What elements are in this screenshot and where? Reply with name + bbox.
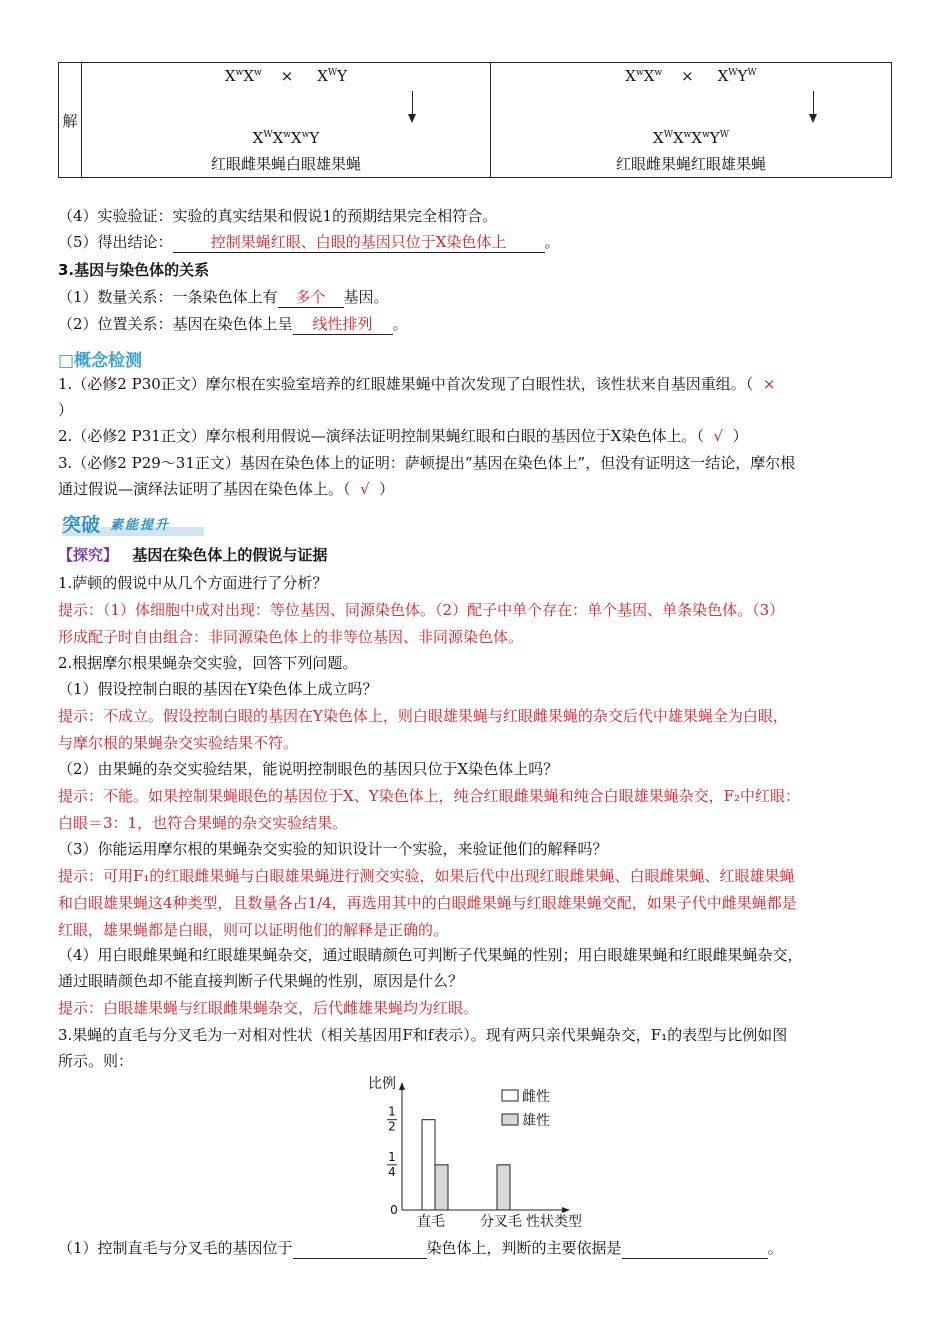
- y-tick-numerator: 1: [388, 1149, 396, 1164]
- y-axis-arrow: [399, 1082, 405, 1090]
- cross-arrow: [412, 91, 413, 121]
- q2-mark: √: [713, 427, 724, 445]
- section3-item2: （2）位置关系：基因在染色体上呈 线性排列 。: [58, 315, 408, 333]
- explore-a2-1: 提示：不成立。假设控制白眼的基因在Y染色体上，则白眼雄果蝇与红眼雌果蝇的杂交后代中雄果蝇全为白眼，: [58, 707, 788, 725]
- right-offspring: $X^WX^wX^wY^W$: [653, 129, 729, 147]
- y-axis-label: 比例: [368, 1076, 396, 1092]
- left-offspring: $X^WX^wX^wY$: [252, 129, 320, 147]
- explore-a1-line2: 形成配子时自由组合：非同源染色体上的非等位基因、非同源染色体。: [58, 628, 524, 646]
- y-tick-numerator: 1: [388, 1104, 396, 1119]
- explore-q2: 2.根据摩尔根果蝇杂交实验，回答下列问题。: [58, 654, 358, 672]
- concept-check-title: □概念检测: [58, 351, 143, 371]
- explore-q3: 3.果蝇的直毛与分叉毛为一对相对性状（相关基因用F和f表示）。现有两只亲代果蝇杂交，F₁的表型与比例如图: [58, 1026, 788, 1044]
- banner-sub: 素能提升: [110, 518, 171, 533]
- blank-basis[interactable]: [622, 1238, 768, 1259]
- step4: （4）实验验证：实验的真实结果和假说1的预期结果完全相符合。: [58, 207, 498, 225]
- step5-answer: 控制果蝇红眼、白眼的基因只位于X染色体上: [173, 232, 545, 253]
- explore-a2-3-line3: 红眼，雄果蝇都是白眼，则可以证明他们的解释是正确的。: [58, 921, 449, 939]
- legend-swatch: [502, 1090, 518, 1101]
- x-axis-arrow: [562, 1207, 570, 1213]
- explore-q2-2: （2）由果蝇的杂交实验结果，能说明控制眼色的基因只位于X染色体上吗？: [58, 760, 559, 778]
- bar-雄性: [497, 1165, 510, 1210]
- x-tick-label: 分叉毛: [480, 1214, 522, 1230]
- explore-a2-3: 提示：可用F₁的红眼雌果蝇与白眼雄果蝇进行测交实验，如果后代中出现红眼雌果蝇、白眼雌果蝇、红眼雄果蝇: [58, 867, 795, 885]
- explore-a2-2: 提示：不能。如果控制果蝇眼色的基因位于X、Y染色体上，纯合红眼雌果蝇和纯合白眼雄果蝇杂交，F₂中红眼：: [58, 787, 801, 805]
- check-q1-end: ）: [58, 401, 74, 419]
- left-parents: $X^wX^w$ × $X^WY$: [224, 67, 348, 85]
- section3-item1: （1）数量关系：一条染色体上有 多个 基因。: [58, 288, 389, 306]
- bar-雄性: [435, 1165, 448, 1210]
- explore-heading: 【探究】 基因在染色体上的假说与证据: [58, 546, 328, 564]
- explore-q2-4-line2: 通过眼睛颜色却不能直接判断子代果蝇的性别，原因是什么？: [58, 972, 464, 990]
- blank-chromosome[interactable]: [293, 1238, 427, 1259]
- explore-q2-4: （4）用白眼雌果蝇和红眼雄果蝇杂交，通过眼睛颜色可判断子代果蝇的性别；用白眼雄果蝇和红眼雌果蝇杂交，: [58, 946, 803, 964]
- x-tick-label: 直毛: [417, 1214, 445, 1230]
- banner-main: 突破: [62, 514, 101, 536]
- explore-q3-1: （1）控制直毛与分叉毛的基因位于 染色体上，判断的主要依据是 。: [58, 1239, 783, 1257]
- section3-title: 3.基因与染色体的关系: [58, 261, 210, 279]
- q3-mark: √: [360, 480, 370, 498]
- bar-雌性: [422, 1120, 435, 1210]
- answer-linear: 线性排列: [293, 314, 393, 335]
- y-tick-zero: 0: [390, 1203, 398, 1217]
- explore-q2-3: （3）你能运用摩尔根的果蝇杂交实验的知识设计一个实验，来验证他们的解释吗？: [58, 840, 608, 858]
- legend-swatch: [502, 1114, 518, 1125]
- explore-a2-3-line2: 和白眼雄果蝇这4种类型，且数量各占1/4，再选用其中的白眼雌果蝇与红眼雄果蝇交配，如果子代中雌果蝇都是: [58, 894, 797, 912]
- right-phenotype: 红眼雌果蝇红眼雄果蝇: [615, 155, 766, 173]
- explore-a2-2-line2: 白眼＝3：1，也符合果蝇的杂交实验结果。: [58, 814, 348, 832]
- explore-a2-1-line2: 与摩尔根的果蝇杂交实验结果不符。: [58, 734, 299, 752]
- answer-many: 多个: [278, 287, 344, 308]
- check-q3: 3.（必修2 P29～31正文）基因在染色体上的证明：萨顿提出“基因在染色体上”，但没有证明这一结论，摩尔根: [58, 454, 796, 472]
- y-tick-denominator: 4: [388, 1164, 396, 1179]
- breakthrough-banner: [62, 510, 204, 536]
- cross-arrow: [813, 91, 814, 121]
- check-q3-line2: 通过假说—演绎法证明了基因在染色体上。（ √ ）: [58, 480, 395, 498]
- explore-a2-4: 提示：白眼雄果蝇与红眼雌果蝇杂交，后代雌雄果蝇均为红眼。: [58, 999, 479, 1017]
- ratio-bar-chart: [360, 1072, 600, 1234]
- explore-q1: 1.萨顿的假说中从几个方面进行了分析？: [58, 574, 328, 592]
- cross-left: [82, 63, 490, 177]
- right-parents: $X^wX^w$ × $X^WY^W$: [625, 67, 757, 85]
- explore-q3-line2: 所示。则：: [58, 1052, 134, 1070]
- explore-a1: 提示：（1）体细胞中成对出现：等位基因、同源染色体。（2）配子中单个存在：单个基因、单条染色体。（3）: [58, 601, 785, 619]
- cross-table: [58, 62, 892, 178]
- cross-right: [491, 63, 891, 177]
- q1-mark: ×: [762, 375, 776, 393]
- explore-q2-1: （1）假设控制白眼的基因在Y染色体上成立吗？: [58, 680, 378, 698]
- check-q1: 1.（必修2 P30正文）摩尔根在实验室培养的红眼雄果蝇中首次发现了白眼性状，该性状来自基因重组。（ ×: [58, 375, 776, 393]
- legend-label: 雌性: [522, 1089, 550, 1105]
- y-tick-denominator: 2: [388, 1119, 396, 1134]
- legend-label: 雄性: [522, 1113, 550, 1129]
- step5: （5）得出结论： 控制果蝇红眼、白眼的基因只位于X染色体上 。: [58, 233, 560, 251]
- left-phenotype: 红眼雌果蝇白眼雄果蝇: [210, 155, 361, 173]
- check-q2: 2.（必修2 P31正文）摩尔根利用假说—演绎法证明控制果蝇红眼和白眼的基因位于X染色体上。（ √ ）: [58, 427, 748, 445]
- row-label: 解: [59, 63, 82, 178]
- x-axis-label: 性状类型: [526, 1214, 582, 1230]
